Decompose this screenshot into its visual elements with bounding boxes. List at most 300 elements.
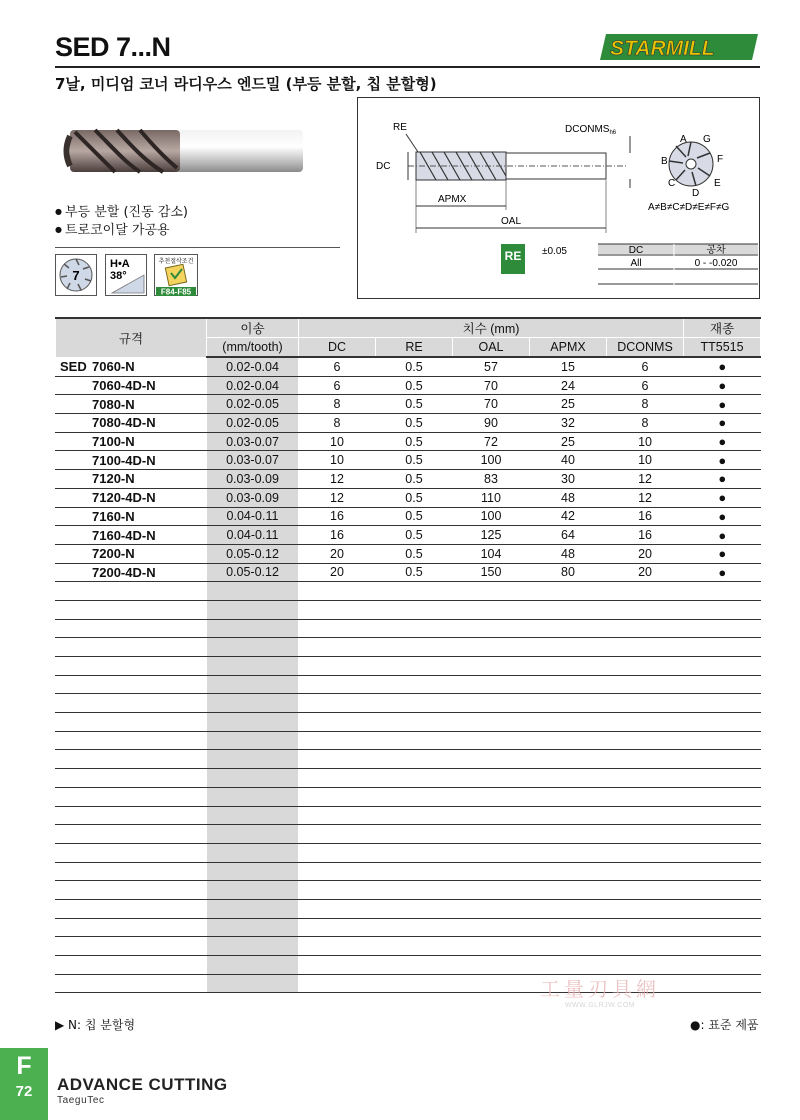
empty-cell xyxy=(453,806,530,825)
empty-cell xyxy=(453,862,530,881)
tol-dc-header: DC xyxy=(628,245,644,256)
footnote-chip-breaker: ▶ N: 칩 분할형 xyxy=(55,1018,136,1032)
oal-cell: 72 xyxy=(453,432,530,451)
re-cell: 0.5 xyxy=(376,544,453,563)
oal-cell: 57 xyxy=(453,357,530,376)
header-spec: 규격 xyxy=(56,318,207,357)
dc-cell: 8 xyxy=(299,414,376,433)
table-row xyxy=(56,563,761,582)
empty-row xyxy=(56,918,761,937)
re-badge: RE xyxy=(504,249,522,263)
stock-cell: ● xyxy=(684,470,761,489)
empty-cell xyxy=(299,675,376,694)
empty-cell xyxy=(607,713,684,732)
empty-cell xyxy=(207,881,299,900)
series-prefix: SED xyxy=(60,359,87,375)
model-cell xyxy=(56,451,207,470)
empty-cell xyxy=(299,600,376,619)
model-cell xyxy=(56,526,207,545)
point-g-label: G xyxy=(703,134,711,145)
header-re: RE xyxy=(376,338,453,358)
empty-cell xyxy=(376,694,453,713)
stock-cell: ● xyxy=(684,563,761,582)
empty-cell xyxy=(530,600,607,619)
apmx-cell: 42 xyxy=(530,507,607,526)
apmx-cell: 15 xyxy=(530,357,607,376)
empty-row xyxy=(56,582,761,601)
empty-cell xyxy=(530,843,607,862)
empty-cell xyxy=(530,638,607,657)
empty-row xyxy=(56,750,761,769)
table-row xyxy=(56,526,761,545)
model-cell xyxy=(56,544,207,563)
empty-cell xyxy=(530,769,607,788)
apmx-cell: 48 xyxy=(530,544,607,563)
oal-cell: 110 xyxy=(453,488,530,507)
empty-cell xyxy=(299,956,376,975)
empty-cell xyxy=(684,974,761,993)
empty-row xyxy=(56,731,761,750)
empty-row xyxy=(56,787,761,806)
empty-cell xyxy=(607,619,684,638)
empty-cell xyxy=(684,600,761,619)
re-label: RE xyxy=(393,122,407,133)
empty-cell xyxy=(299,787,376,806)
point-a-label: A xyxy=(680,134,687,145)
empty-row xyxy=(56,825,761,844)
empty-cell xyxy=(453,956,530,975)
empty-cell xyxy=(607,750,684,769)
empty-cell xyxy=(376,600,453,619)
point-e-label: E xyxy=(714,178,721,189)
starmill-logo xyxy=(598,30,760,64)
empty-cell xyxy=(299,937,376,956)
empty-cell xyxy=(56,899,207,918)
header-grade: 재종 xyxy=(684,318,761,338)
empty-cell xyxy=(56,619,207,638)
model-code: 7160-4D-N xyxy=(92,527,156,543)
empty-cell xyxy=(607,806,684,825)
watermark-url: WWW.GLRJW.COM xyxy=(564,1002,636,1009)
model-code: 7060-4D-N xyxy=(92,378,156,394)
empty-cell xyxy=(299,862,376,881)
dconms-cell: 8 xyxy=(607,414,684,433)
empty-cell xyxy=(207,843,299,862)
empty-cell xyxy=(607,843,684,862)
apmx-cell: 24 xyxy=(530,376,607,395)
empty-cell xyxy=(684,713,761,732)
stock-cell: ● xyxy=(684,526,761,545)
empty-cell xyxy=(453,638,530,657)
empty-cell xyxy=(453,713,530,732)
empty-cell xyxy=(684,899,761,918)
dconms-cell: 6 xyxy=(607,357,684,376)
empty-cell xyxy=(376,582,453,601)
dc-cell: 12 xyxy=(299,470,376,489)
empty-cell xyxy=(376,769,453,788)
dc-cell: 8 xyxy=(299,395,376,414)
empty-cell xyxy=(530,881,607,900)
oal-cell: 125 xyxy=(453,526,530,545)
feed-cell: 0.02-0.05 xyxy=(207,414,299,433)
empty-row xyxy=(56,600,761,619)
empty-cell xyxy=(207,731,299,750)
empty-cell xyxy=(453,694,530,713)
oal-cell: 70 xyxy=(453,395,530,414)
oal-cell: 150 xyxy=(453,563,530,582)
header-dims: 치수 (mm) xyxy=(299,318,684,338)
empty-cell xyxy=(376,787,453,806)
brand-logo: ADVANCE CUTTING xyxy=(57,1075,228,1094)
dconms-cell: 8 xyxy=(607,395,684,414)
endmill-photo xyxy=(55,122,310,182)
empty-cell xyxy=(56,937,207,956)
empty-cell xyxy=(56,638,207,657)
empty-cell xyxy=(376,918,453,937)
feed-cell: 0.03-0.07 xyxy=(207,432,299,451)
empty-cell xyxy=(530,918,607,937)
empty-row xyxy=(56,675,761,694)
empty-cell xyxy=(453,731,530,750)
empty-cell xyxy=(299,657,376,676)
empty-cell xyxy=(207,675,299,694)
empty-cell xyxy=(299,881,376,900)
empty-row xyxy=(56,619,761,638)
empty-cell xyxy=(56,713,207,732)
dc-cell: 10 xyxy=(299,432,376,451)
helix-angle-icon xyxy=(105,254,147,296)
model-code: 7200-4D-N xyxy=(92,564,156,580)
empty-row xyxy=(56,899,761,918)
dconms-cell: 16 xyxy=(607,507,684,526)
empty-cell xyxy=(530,899,607,918)
empty-cell xyxy=(376,881,453,900)
dconms-cell: 10 xyxy=(607,432,684,451)
empty-cell xyxy=(207,619,299,638)
re-cell: 0.5 xyxy=(376,526,453,545)
stock-cell: ● xyxy=(684,376,761,395)
empty-cell xyxy=(207,750,299,769)
empty-cell xyxy=(299,769,376,788)
empty-cell xyxy=(56,881,207,900)
empty-cell xyxy=(607,899,684,918)
header-feed: 이송 xyxy=(207,318,299,338)
feed-cell: 0.02-0.05 xyxy=(207,395,299,414)
table-row xyxy=(56,395,761,414)
empty-cell xyxy=(530,750,607,769)
empty-row xyxy=(56,694,761,713)
footnote-standard: ●: 표준 제품 xyxy=(690,1018,759,1032)
empty-cell xyxy=(207,862,299,881)
table-row xyxy=(56,507,761,526)
model-cell xyxy=(56,414,207,433)
empty-cell xyxy=(56,769,207,788)
dc-cell: 12 xyxy=(299,488,376,507)
oal-label: OAL xyxy=(501,216,522,227)
empty-cell xyxy=(453,918,530,937)
empty-row xyxy=(56,638,761,657)
empty-cell xyxy=(207,974,299,993)
apmx-cell: 30 xyxy=(530,470,607,489)
empty-cell xyxy=(453,750,530,769)
dc-cell: 10 xyxy=(299,451,376,470)
empty-cell xyxy=(453,675,530,694)
table-row xyxy=(56,451,761,470)
empty-cell xyxy=(684,694,761,713)
oal-cell: 70 xyxy=(453,376,530,395)
empty-cell xyxy=(684,657,761,676)
empty-cell xyxy=(207,657,299,676)
apmx-label: APMX xyxy=(438,194,467,205)
empty-cell xyxy=(453,825,530,844)
page-title: SED 7...N xyxy=(55,32,171,62)
dc-cell: 6 xyxy=(299,357,376,376)
empty-cell xyxy=(376,750,453,769)
empty-cell xyxy=(453,843,530,862)
oal-cell: 104 xyxy=(453,544,530,563)
empty-cell xyxy=(607,675,684,694)
model-cell xyxy=(56,563,207,582)
empty-cell xyxy=(453,974,530,993)
table-row xyxy=(56,432,761,451)
empty-cell xyxy=(684,619,761,638)
empty-cell xyxy=(299,619,376,638)
empty-cell xyxy=(530,619,607,638)
empty-cell xyxy=(299,918,376,937)
re-tolerance: ±0.05 xyxy=(542,246,567,257)
stock-cell: ● xyxy=(684,395,761,414)
empty-row xyxy=(56,862,761,881)
empty-cell xyxy=(607,731,684,750)
apmx-cell: 25 xyxy=(530,395,607,414)
empty-cell xyxy=(56,956,207,975)
section-letter: F xyxy=(16,1052,32,1080)
empty-cell xyxy=(453,582,530,601)
empty-cell xyxy=(56,974,207,993)
empty-cell xyxy=(207,918,299,937)
point-d-label: D xyxy=(692,188,700,199)
empty-cell xyxy=(453,657,530,676)
tol-value: 0 - -0.020 xyxy=(694,258,738,269)
svg-text:STARMILL: STARMILL xyxy=(610,37,715,60)
empty-cell xyxy=(207,582,299,601)
empty-cell xyxy=(299,731,376,750)
header-apmx: APMX xyxy=(530,338,607,358)
tol-dc-value: All xyxy=(630,258,642,269)
model-cell xyxy=(56,470,207,489)
model-code: 7100-N xyxy=(92,434,135,450)
empty-cell xyxy=(207,713,299,732)
empty-cell xyxy=(56,675,207,694)
dc-cell: 20 xyxy=(299,563,376,582)
dconms-cell: 10 xyxy=(607,451,684,470)
apmx-cell: 64 xyxy=(530,526,607,545)
model-cell xyxy=(56,432,207,451)
model-code: 7200-N xyxy=(92,546,135,562)
empty-cell xyxy=(56,694,207,713)
empty-cell xyxy=(376,825,453,844)
model-code: 7120-4D-N xyxy=(92,490,156,506)
empty-cell xyxy=(453,619,530,638)
empty-cell xyxy=(376,806,453,825)
empty-cell xyxy=(376,713,453,732)
cutting-conditions-icon xyxy=(154,254,198,296)
empty-cell xyxy=(684,806,761,825)
dc-cell: 16 xyxy=(299,507,376,526)
feed-cell: 0.03-0.09 xyxy=(207,488,299,507)
empty-cell xyxy=(684,937,761,956)
model-code: 7080-4D-N xyxy=(92,415,156,431)
empty-cell xyxy=(56,600,207,619)
flute-count-icon xyxy=(55,254,97,296)
re-cell: 0.5 xyxy=(376,470,453,489)
re-cell: 0.5 xyxy=(376,488,453,507)
empty-cell xyxy=(530,825,607,844)
dconms-label: $DCONMS_{h6}$ xyxy=(565,124,617,136)
header-oal: OAL xyxy=(453,338,530,358)
empty-cell xyxy=(453,899,530,918)
empty-cell xyxy=(453,600,530,619)
re-cell: 0.5 xyxy=(376,357,453,376)
empty-cell xyxy=(530,675,607,694)
apmx-cell: 80 xyxy=(530,563,607,582)
page-subtitle: 7날, 미디엄 코너 라디우스 엔드밀 (부등 분할, 칩 분할형) xyxy=(55,75,437,93)
helix-angle-value: 38° xyxy=(110,270,127,282)
re-cell: 0.5 xyxy=(376,451,453,470)
dimension-diagram xyxy=(357,97,760,299)
empty-cell xyxy=(299,825,376,844)
empty-cell xyxy=(607,918,684,937)
empty-row xyxy=(56,713,761,732)
oal-cell: 100 xyxy=(453,507,530,526)
dconms-cell: 16 xyxy=(607,526,684,545)
empty-cell xyxy=(56,582,207,601)
header-dc: DC xyxy=(299,338,376,358)
helix-label: H•A xyxy=(110,258,130,270)
empty-cell xyxy=(607,769,684,788)
empty-cell xyxy=(207,600,299,619)
empty-cell xyxy=(530,582,607,601)
empty-cell xyxy=(607,881,684,900)
empty-cell xyxy=(530,731,607,750)
point-f-label: F xyxy=(717,154,724,165)
empty-cell xyxy=(299,806,376,825)
cutting-cond-ref[interactable]: F84-F85 xyxy=(160,287,192,297)
empty-cell xyxy=(207,769,299,788)
point-c-label: C xyxy=(668,178,676,189)
header-dconms: DCONMS xyxy=(607,338,684,358)
re-cell: 0.5 xyxy=(376,507,453,526)
empty-cell xyxy=(299,974,376,993)
empty-cell xyxy=(299,582,376,601)
feed-cell: 0.04-0.11 xyxy=(207,507,299,526)
empty-cell xyxy=(684,843,761,862)
apmx-cell: 48 xyxy=(530,488,607,507)
feed-cell: 0.03-0.07 xyxy=(207,451,299,470)
model-cell xyxy=(56,357,207,376)
empty-cell xyxy=(56,750,207,769)
stock-cell: ● xyxy=(684,488,761,507)
empty-cell xyxy=(56,787,207,806)
watermark xyxy=(520,945,680,1009)
empty-cell xyxy=(207,825,299,844)
page-number: 72 xyxy=(15,1083,33,1100)
spec-table xyxy=(55,317,761,993)
empty-cell xyxy=(607,825,684,844)
watermark-text: 工量刃具網 xyxy=(540,977,660,1001)
feature-divider xyxy=(55,247,340,248)
empty-cell xyxy=(56,862,207,881)
empty-cell xyxy=(453,787,530,806)
empty-cell xyxy=(207,899,299,918)
feed-cell: 0.02-0.04 xyxy=(207,357,299,376)
empty-cell xyxy=(376,619,453,638)
table-row xyxy=(56,488,761,507)
empty-cell xyxy=(299,750,376,769)
empty-cell xyxy=(607,694,684,713)
tol-header: 공차 xyxy=(706,245,726,256)
model-cell xyxy=(56,488,207,507)
empty-cell xyxy=(207,937,299,956)
empty-cell xyxy=(299,713,376,732)
empty-cell xyxy=(299,899,376,918)
empty-cell xyxy=(530,862,607,881)
brand-sub: TaeguTec xyxy=(57,1095,105,1106)
stock-cell: ● xyxy=(684,507,761,526)
empty-cell xyxy=(376,657,453,676)
dc-cell: 6 xyxy=(299,376,376,395)
model-cell xyxy=(56,376,207,395)
empty-cell xyxy=(453,769,530,788)
empty-cell xyxy=(56,657,207,676)
re-cell: 0.5 xyxy=(376,414,453,433)
empty-cell xyxy=(607,582,684,601)
re-cell: 0.5 xyxy=(376,395,453,414)
empty-cell xyxy=(207,787,299,806)
empty-row xyxy=(56,806,761,825)
empty-row xyxy=(56,657,761,676)
table-row xyxy=(56,544,761,563)
stock-cell: ● xyxy=(684,451,761,470)
dc-cell: 16 xyxy=(299,526,376,545)
apmx-cell: 32 xyxy=(530,414,607,433)
header-grade-name: TT5515 xyxy=(684,338,761,358)
header-rule xyxy=(55,66,760,68)
feature-item: ● 트로코이달 가공용 xyxy=(55,222,188,240)
model-cell xyxy=(56,395,207,414)
empty-cell xyxy=(684,582,761,601)
empty-cell xyxy=(607,600,684,619)
empty-cell xyxy=(684,787,761,806)
empty-cell xyxy=(684,638,761,657)
point-b-label: B xyxy=(661,156,668,167)
dconms-cell: 20 xyxy=(607,544,684,563)
model-code: 7120-N xyxy=(92,471,135,487)
empty-cell xyxy=(684,675,761,694)
empty-row xyxy=(56,843,761,862)
empty-cell xyxy=(299,694,376,713)
empty-cell xyxy=(207,694,299,713)
empty-cell xyxy=(56,825,207,844)
dconms-cell: 12 xyxy=(607,470,684,489)
stock-cell: ● xyxy=(684,414,761,433)
empty-cell xyxy=(299,638,376,657)
empty-cell xyxy=(376,862,453,881)
apmx-cell: 40 xyxy=(530,451,607,470)
feed-cell: 0.05-0.12 xyxy=(207,544,299,563)
dconms-cell: 6 xyxy=(607,376,684,395)
feed-cell: 0.04-0.11 xyxy=(207,526,299,545)
